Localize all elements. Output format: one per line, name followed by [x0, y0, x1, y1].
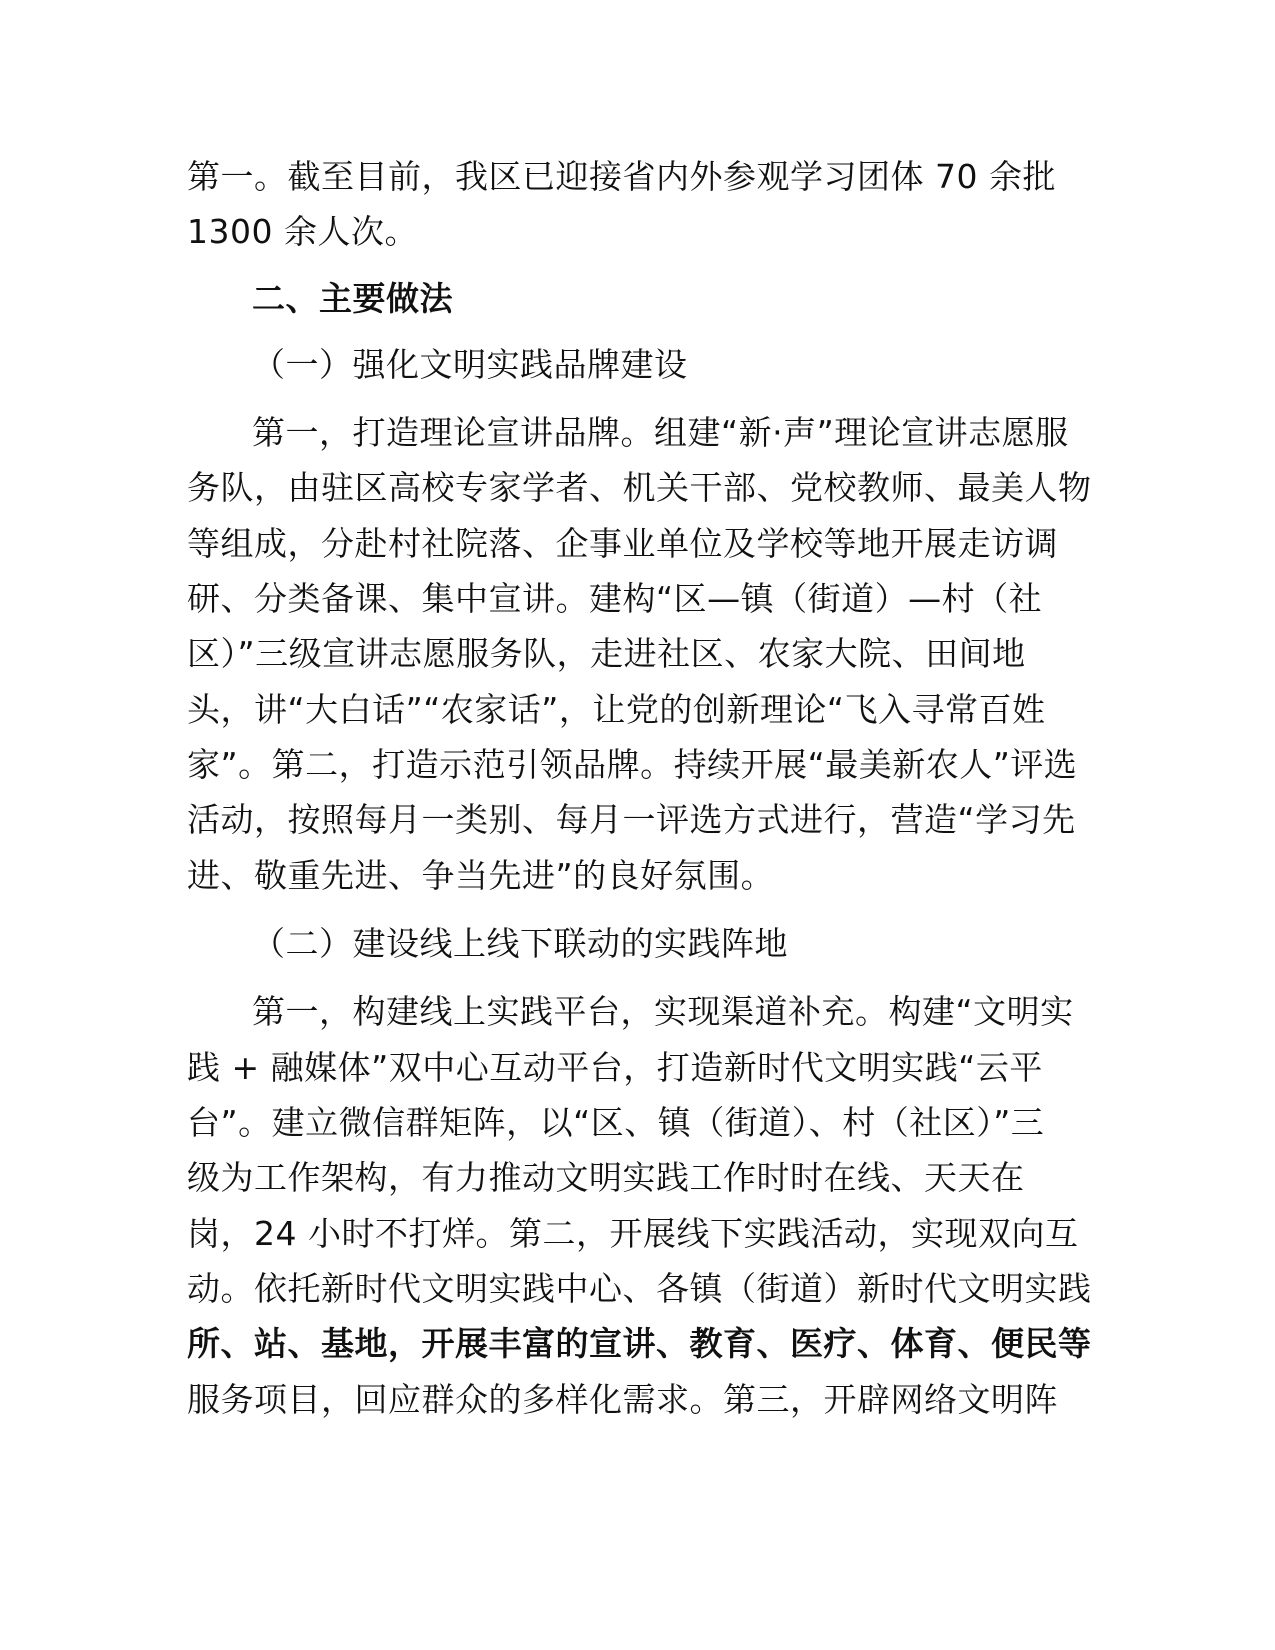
body-text-line: 务队，由驻区高校专家学者、机关干部、党校教师、最美人物 [187, 468, 1092, 507]
body-text-line: 活动，按照每月一类别、每月一评选方式进行，营造“学习先 [187, 800, 1076, 839]
subsection-heading: （一）强化文明实践品牌建设 [252, 345, 688, 384]
body-text-line: 第一，打造理论宣讲品牌。组建“新·声”理论宣讲志愿服 [252, 413, 1069, 452]
body-text-line: 1300 余人次。 [187, 212, 418, 251]
body-text-line: 等组成，分赴村社院落、企事业单位及学校等地开展走访调 [187, 524, 1058, 563]
body-text-line: 所、站、基地，开展丰富的宣讲、教育、医疗、体育、便民等 [187, 1324, 1092, 1363]
body-text-line: 岗，24 小时不打烊。第二，开展线下实践活动，实现双向互 [187, 1214, 1079, 1253]
body-text-line: 级为工作架构，有力推动文明实践工作时时在线、天天在 [187, 1158, 1025, 1197]
body-text-line: 动。依托新时代文明实践中心、各镇（街道）新时代文明实践 [187, 1269, 1092, 1308]
body-text-line: 第一。截至目前，我区已迎接省内外参观学习团体 70 余批 [187, 157, 1056, 196]
body-text-line: 区）”三级宣讲志愿服务队，走进社区、农家大院、田间地 [187, 634, 1026, 673]
body-text-line: 家”。第二，打造示范引领品牌。持续开展“最美新农人”评选 [187, 745, 1078, 784]
body-text-line: 进、敬重先进、争当先进”的良好氛围。 [187, 856, 775, 895]
body-text-line: 第一，构建线上实践平台，实现渠道补充。构建“文明实 [252, 992, 1074, 1031]
subsection-heading: （二）建设线上线下联动的实践阵地 [252, 924, 788, 963]
body-text-line: 研、分类备课、集中宣讲。建构“区—镇（街道）—村（社 [187, 579, 1043, 618]
body-text-line: 践 + 融媒体”双中心互动平台，打造新时代文明实践“云平 [187, 1048, 1043, 1087]
body-text-line: 台”。建立微信群矩阵，以“区、镇（街道）、村（社区）”三 [187, 1103, 1045, 1142]
section-heading: 二、主要做法 [252, 279, 453, 318]
body-text-line: 头，讲“大白话”“农家话”，让党的创新理论“飞入寻常百姓 [187, 690, 1046, 729]
body-text-line: 服务项目，回应群众的多样化需求。第三，开辟网络文明阵 [187, 1380, 1058, 1419]
